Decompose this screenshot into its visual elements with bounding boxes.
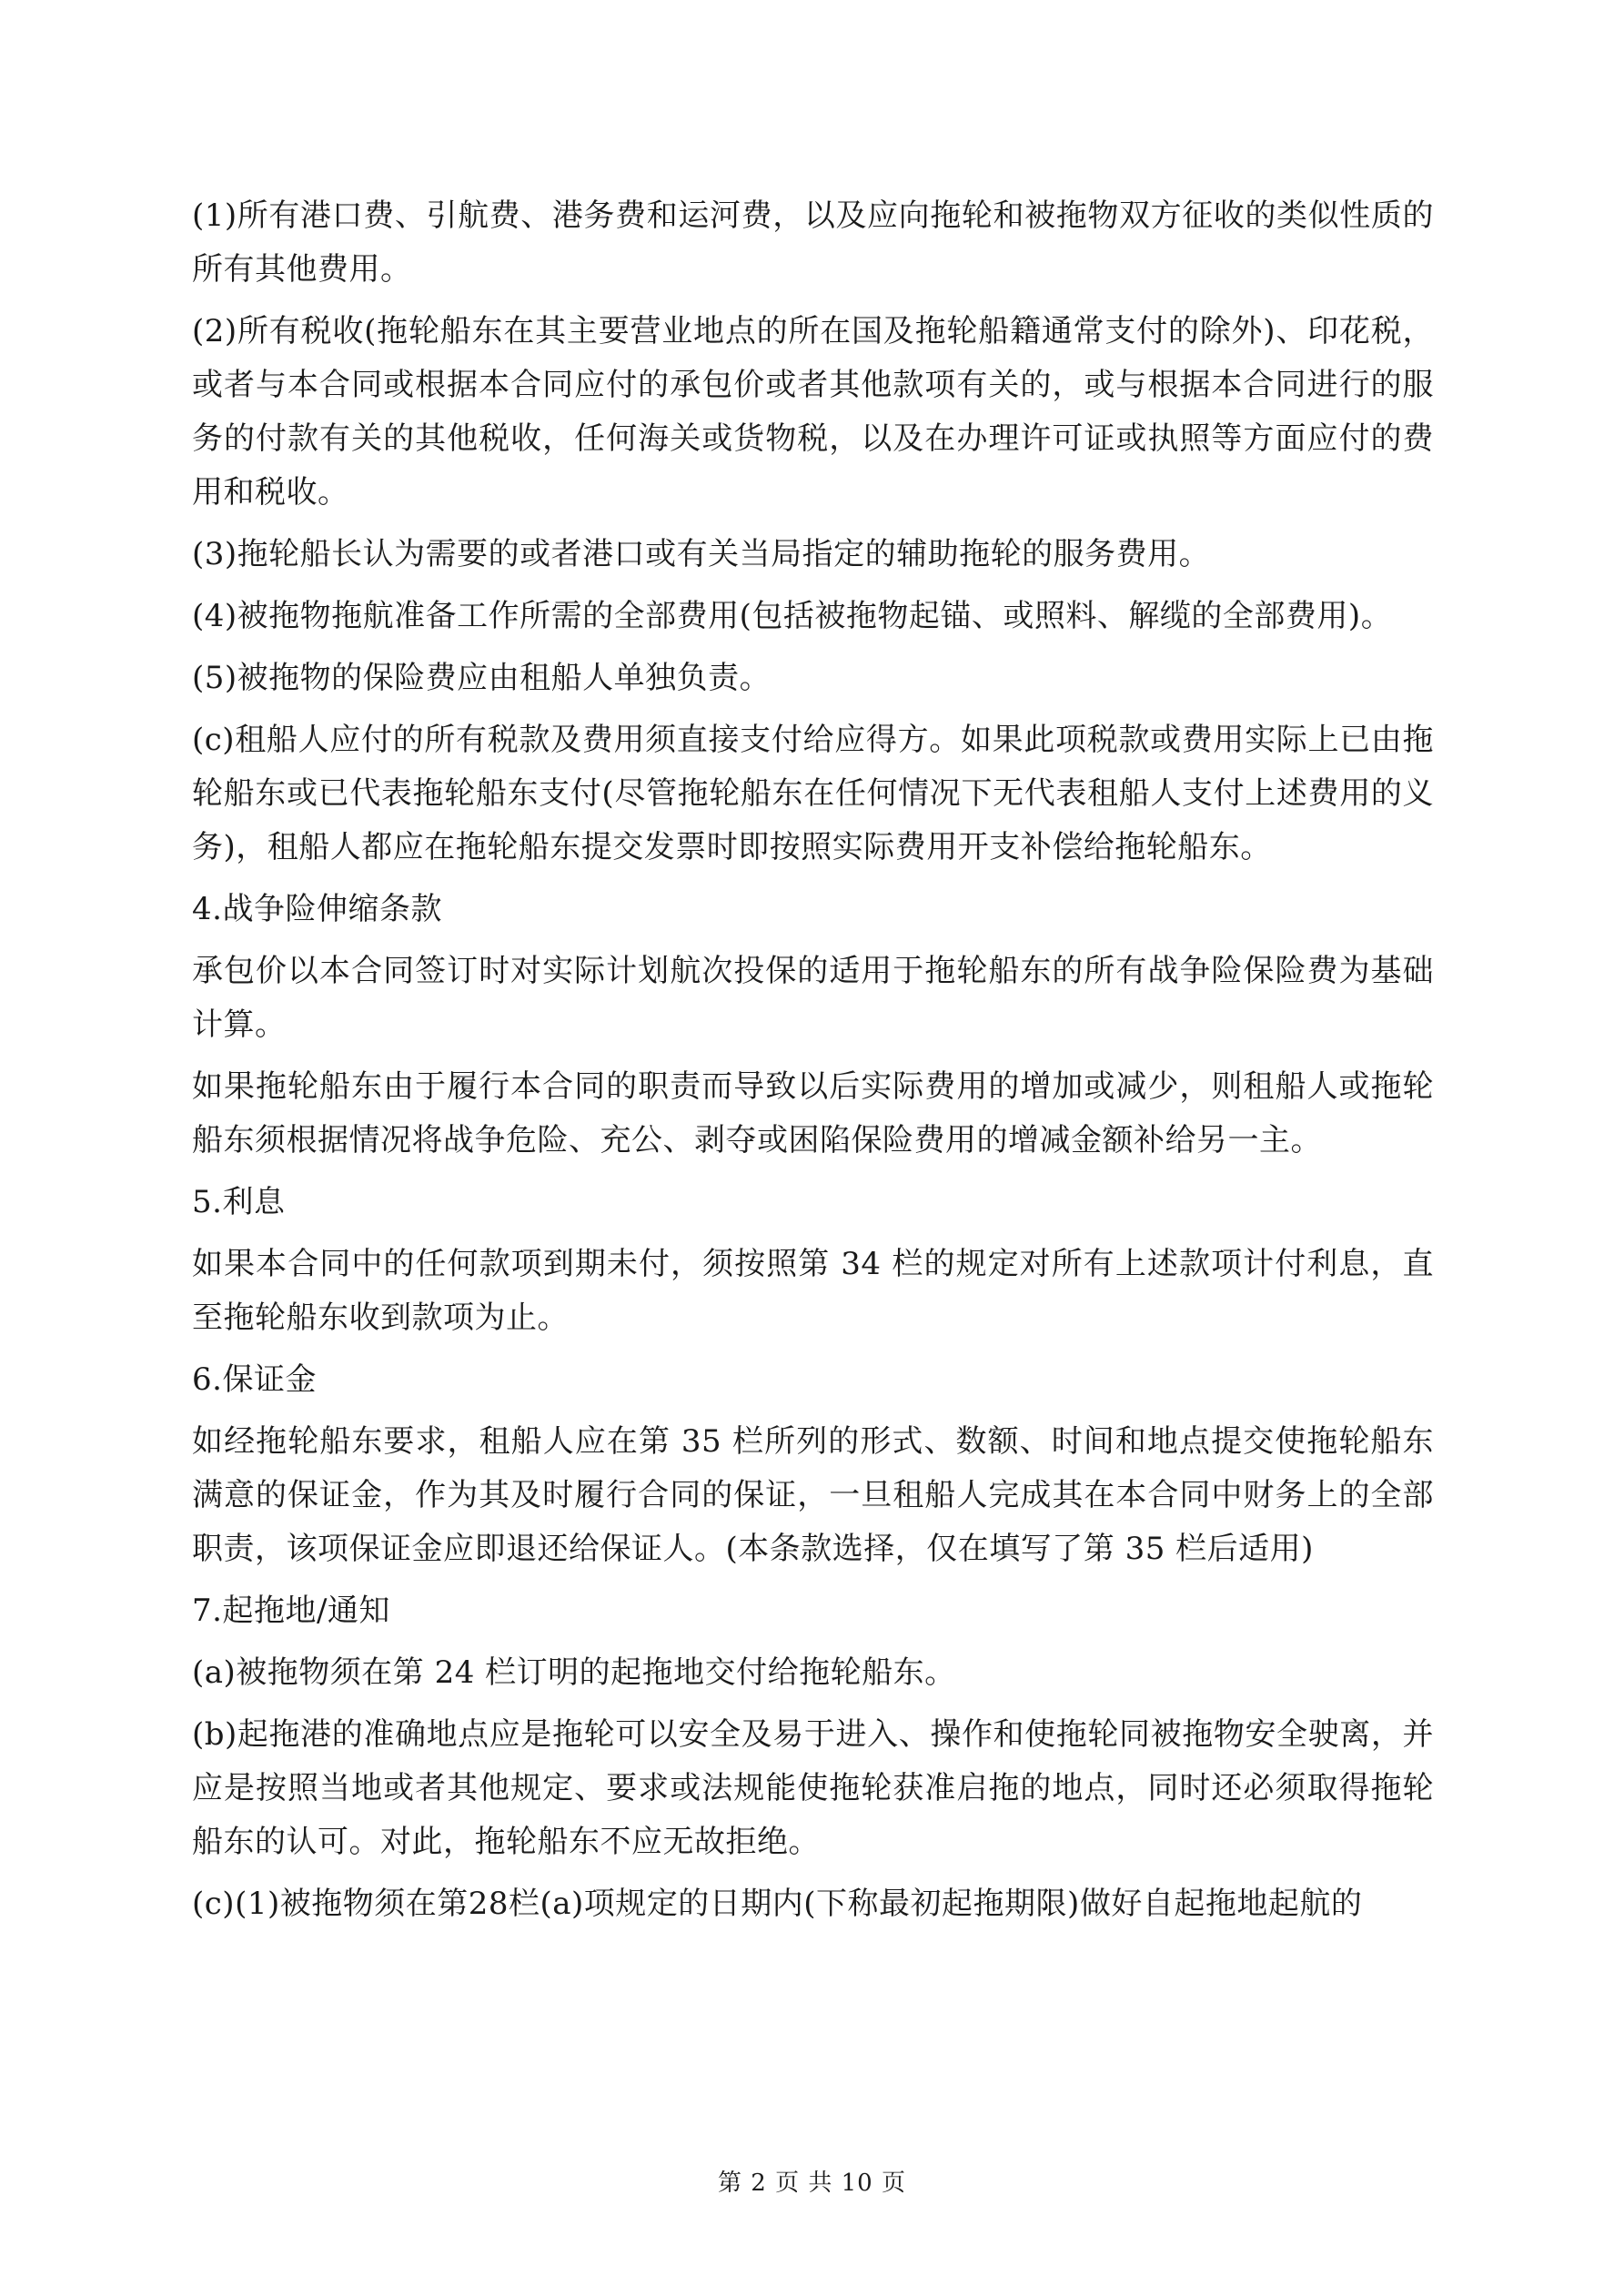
- paragraph-war-risk-adjustment: 如果拖轮船东由于履行本合同的职责而导致以后实际费用的增加或减少，则租船人或拖轮船东须根据情况将战争危险、充公、剥夺或困陷保险费用的增减金额补给另一主。: [192, 1068, 1434, 1158]
- document-body: [192, 189, 1434, 1939]
- paragraph-assist-tug: (3)拖轮船长认为需要的或者港口或有关当局指定的辅助拖轮的服务费用。: [192, 536, 1211, 572]
- paragraph-departure-b: (b)起拖港的准确地点应是拖轮可以安全及易于进入、操作和使拖轮同被拖物安全驶离，并应是按照当地或者其他规定、要求或法规能使拖轮获准启拖的地点，同时还必须取得拖轮船东的认可。对此，拖轮船东不应无故拒绝。: [192, 1716, 1434, 1860]
- paragraph-tow-preparation: (4)被拖物拖航准备工作所需的全部费用(包括被拖物起锚、或照料、解缆的全部费用)。: [192, 598, 1393, 634]
- paragraph-taxes: (2)所有税收(拖轮船东在其主要营业地点的所在国及拖轮船籍通常支付的除外)、印花税，或者与本合同或根据本合同应付的承包价或者其他款项有关的，或与根据本合同进行的服务的付款有关的其他税收，任何海关或货物税，以及在办理许可证或执照等方面应付的费用和税收。: [192, 313, 1434, 511]
- section-heading-war-risk: 4.战争险伸缩条款: [192, 891, 442, 927]
- section-heading-security: 6.保证金: [192, 1361, 317, 1398]
- paragraph-war-risk-basis: 承包价以本合同签订时对实际计划航次投保的适用于拖轮船东的所有战争险保险费为基础计算。: [192, 953, 1434, 1043]
- paragraph-interest: 如果本合同中的任何款项到期未付，须按照第 34 栏的规定对所有上述款项计付利息，直至拖轮船东收到款项为止。: [192, 1246, 1434, 1336]
- paragraph-port-fees: (1)所有港口费、引航费、港务费和运河费，以及应向拖轮和被拖物双方征收的类似性质的所有其他费用。: [192, 197, 1434, 288]
- section-heading-interest: 5.利息: [192, 1184, 286, 1220]
- paragraph-security: 如经拖轮船东要求，租船人应在第 35 栏所列的形式、数额、时间和地点提交使拖轮船东满意的保证金，作为其及时履行合同的保证，一旦租船人完成其在本合同中财务上的全部职责，该项保证金应即退还给保证人。(本条款选择，仅在填写了第 35 栏后适用): [192, 1423, 1434, 1567]
- section-heading-departure-notice: 7.起拖地/通知: [192, 1593, 390, 1629]
- paragraph-direct-payment: (c)租船人应付的所有税款及费用须直接支付给应得方。如果此项税款或费用实际上已由拖轮船东或已代表拖轮船东支付(尽管拖轮船东在任何情况下无代表租船人支付上述费用的义务)，租船人都应在拖轮船东提交发票时即按照实际费用开支补偿给拖轮船东。: [192, 722, 1434, 865]
- page-number-footer: 第 2 页 共 10 页: [718, 2170, 906, 2197]
- paragraph-insurance: (5)被拖物的保险费应由租船人单独负责。: [192, 660, 772, 696]
- paragraph-departure-a: (a)被拖物须在第 24 栏订明的起拖地交付给拖轮船东。: [192, 1654, 956, 1691]
- paragraph-departure-c: (c)(1)被拖物须在第28栏(a)项规定的日期内(下称最初起拖期限)做好自起拖地起航的: [192, 1886, 1363, 1922]
